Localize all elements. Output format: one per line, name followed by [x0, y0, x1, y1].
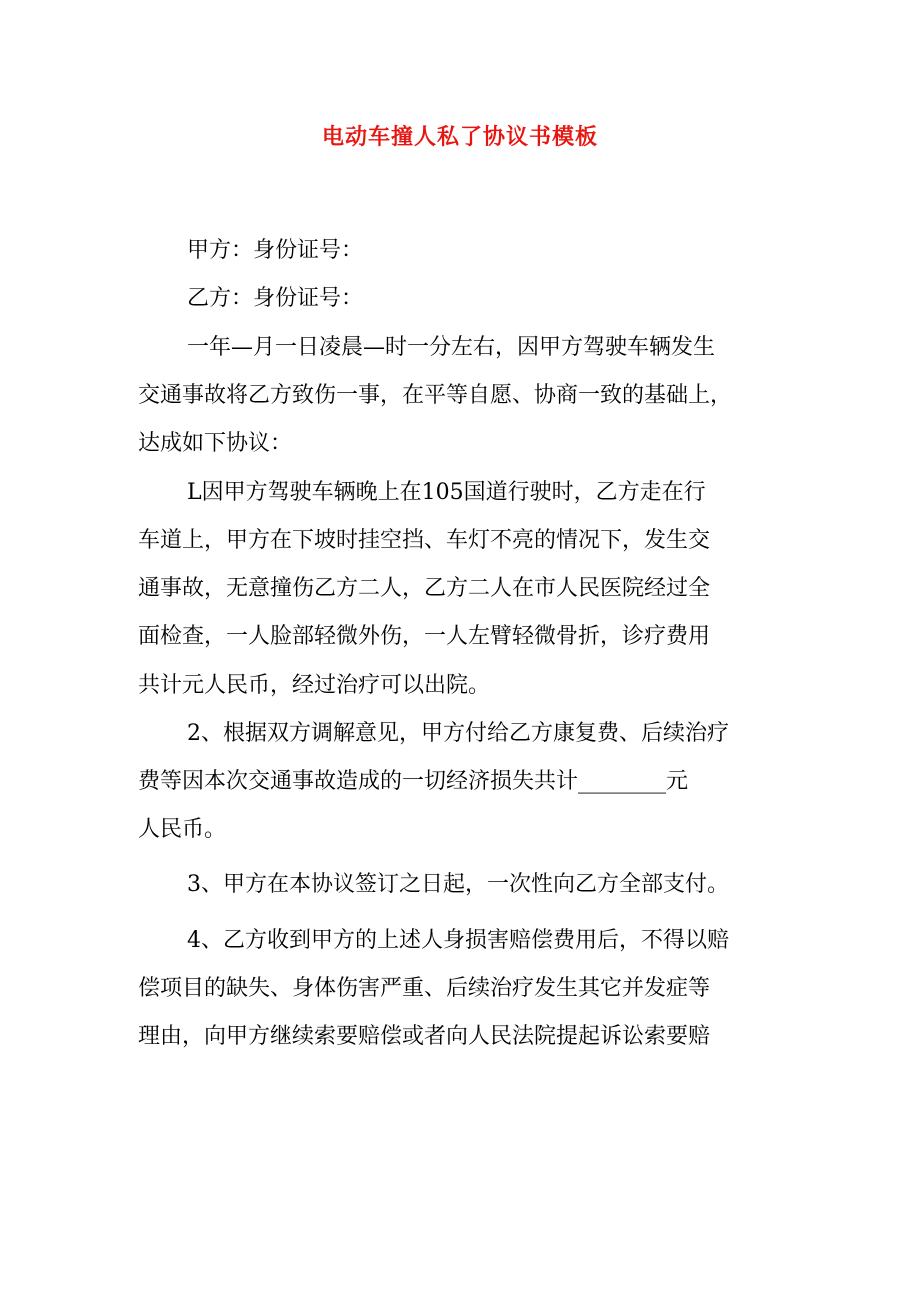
clause-1-line-5: 共计元人民币，经过治疗可以出院。: [138, 673, 491, 698]
clause-1-line-1: L因甲方驾驶车辆晚上在105国道行驶时，乙方走在行: [187, 480, 706, 505]
intro-line-3: 达成如下协议：: [138, 431, 293, 456]
clause-2-line-2: 费等因本次交通事故造成的一切经济损失共计________元: [138, 769, 689, 794]
clause-2-line-1: 2、根据双方调解意见，甲方付给乙方康复费、后续治疗: [187, 721, 729, 746]
clause-4-line-2: 偿项目的缺失、身体伤害严重、后续治疗发生其它并发症等: [138, 976, 711, 1001]
clause-1-line-4: 面检查，一人脸部轻微外伤，一人左臂轻微骨折，诊疗费用: [138, 624, 711, 649]
party-a-line: 甲方：身份证号：: [187, 238, 364, 263]
document-title: 电动车撞人私了协议书模板: [321, 125, 598, 150]
clause-2-line-3: 人民币。: [138, 817, 227, 842]
party-b-line: 乙方：身份证号：: [187, 286, 364, 311]
intro-line-2: 交通事故将乙方致伤一事，在平等自愿、协商一致的基础上，: [138, 383, 733, 408]
clause-1-line-3: 通事故，无意撞伤乙方二人，乙方二人在市人民医院经过全: [138, 576, 711, 601]
clause-4-line-3: 理由，向甲方继续索要赔偿或者向人民法院提起诉讼索要赔: [138, 1024, 711, 1049]
intro-line-1: 一年—月一日凌晨—时一分左右，因甲方驾驶车辆发生: [187, 335, 716, 360]
clause-1-line-2: 车道上，甲方在下坡时挂空挡、车灯不亮的情况下，发生交: [138, 528, 711, 553]
clause-3-line-1: 3、甲方在本协议签订之日起，一次性向乙方全部支付。: [187, 872, 729, 897]
clause-4-line-1: 4、乙方收到甲方的上述人身损害赔偿费用后，不得以赔: [187, 928, 729, 953]
